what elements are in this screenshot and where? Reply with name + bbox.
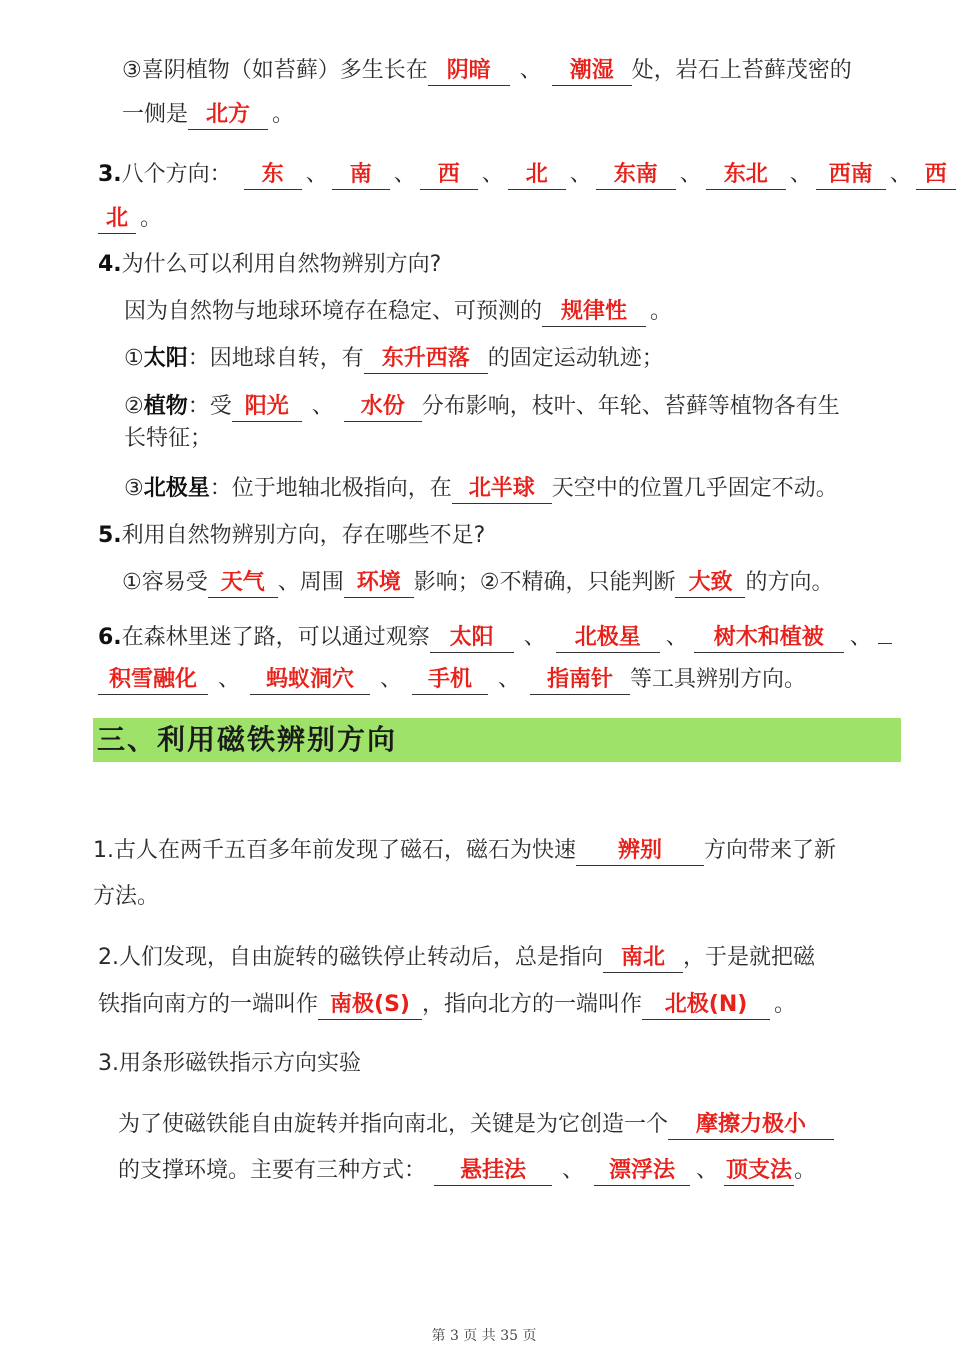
q5-title: 5.利用自然物辨别方向，存在哪些不足? bbox=[98, 523, 486, 548]
q6-line-1: 6.在森林里迷了路，可以通过观察 太阳 、 北极星 、 树木和植被 、 bbox=[98, 623, 892, 653]
m1-line-2: 方法。 bbox=[93, 884, 160, 909]
q4-sun: ①太阳：因地球自转，有 东升西落 的固定运动轨迹； bbox=[124, 344, 664, 374]
text: ③喜阴植物（如苔藓）多生长在 bbox=[122, 58, 428, 83]
answer-humid: 潮湿 bbox=[569, 58, 614, 83]
section-heading: 三、利用磁铁辨别方向 bbox=[97, 723, 398, 756]
m2-line-2: 铁指向南方的一端叫作 南极(S) ，指向北方的一端叫作 北极(N) 。 bbox=[98, 990, 796, 1020]
m3-line-2: 的支撑环境。主要有三种方式： 悬挂法 、 漂浮法 、 顶支法。 bbox=[118, 1156, 816, 1186]
q3-line-2: 北 。 bbox=[98, 204, 162, 234]
q4-plant-2: 长特征； bbox=[124, 426, 213, 451]
m2-line-1: 2.人们发现，自由旋转的磁铁停止转动后，总是指向 南北 ，于是就把磁 bbox=[98, 943, 815, 973]
q5-answer: ①容易受 天气 、周围 环境 影响；②不精确，只能判断 大致 的方向。 bbox=[122, 568, 834, 598]
answer-shady: 阴暗 bbox=[446, 58, 491, 83]
q4-answer: 因为自然物与地球环境存在稳定、可预测的 规律性 。 bbox=[124, 297, 672, 327]
m3-line-1: 为了使磁铁能自由旋转并指向南北，关键是为它创造一个 摩擦力极小 bbox=[118, 1110, 834, 1140]
q4-title: 4.为什么可以利用自然物辨别方向? bbox=[98, 252, 442, 277]
q4-polaris: ③北极星：位于地轴北极指向，在 北半球 天空中的位置几乎固定不动。 bbox=[124, 474, 838, 504]
m1-line-1: 1.古人在两千五百多年前发现了磁石，磁石为快速 辨别 方向带来了新 bbox=[93, 836, 836, 866]
q6-line-2: 积雪融化 、 蚂蚁洞穴 、 手机 、 指南针 等工具辨别方向。 bbox=[98, 665, 806, 695]
page-footer: 第 3 页 共 35 页 bbox=[431, 1328, 537, 1344]
moss-line-1: ③喜阴植物（如苔藓）多生长在 阴暗 、 潮湿 处，岩石上苔藓茂密的 bbox=[122, 56, 852, 86]
answer-north: 北方 bbox=[206, 102, 251, 127]
q3-eight-directions: 3.八个方向： 东 、 南 、 西 、 北 、 东南 、 东北 、 西南 、 西 bbox=[98, 160, 956, 190]
m3-title: 3.用条形磁铁指示方向实验 bbox=[98, 1051, 361, 1076]
q4-plant: ②植物：受 阳光 、 水份 分布影响，枝叶、年轮、苔藓等植物各有生 bbox=[124, 392, 840, 422]
moss-line-2: 一侧是 北方 。 bbox=[122, 100, 294, 130]
